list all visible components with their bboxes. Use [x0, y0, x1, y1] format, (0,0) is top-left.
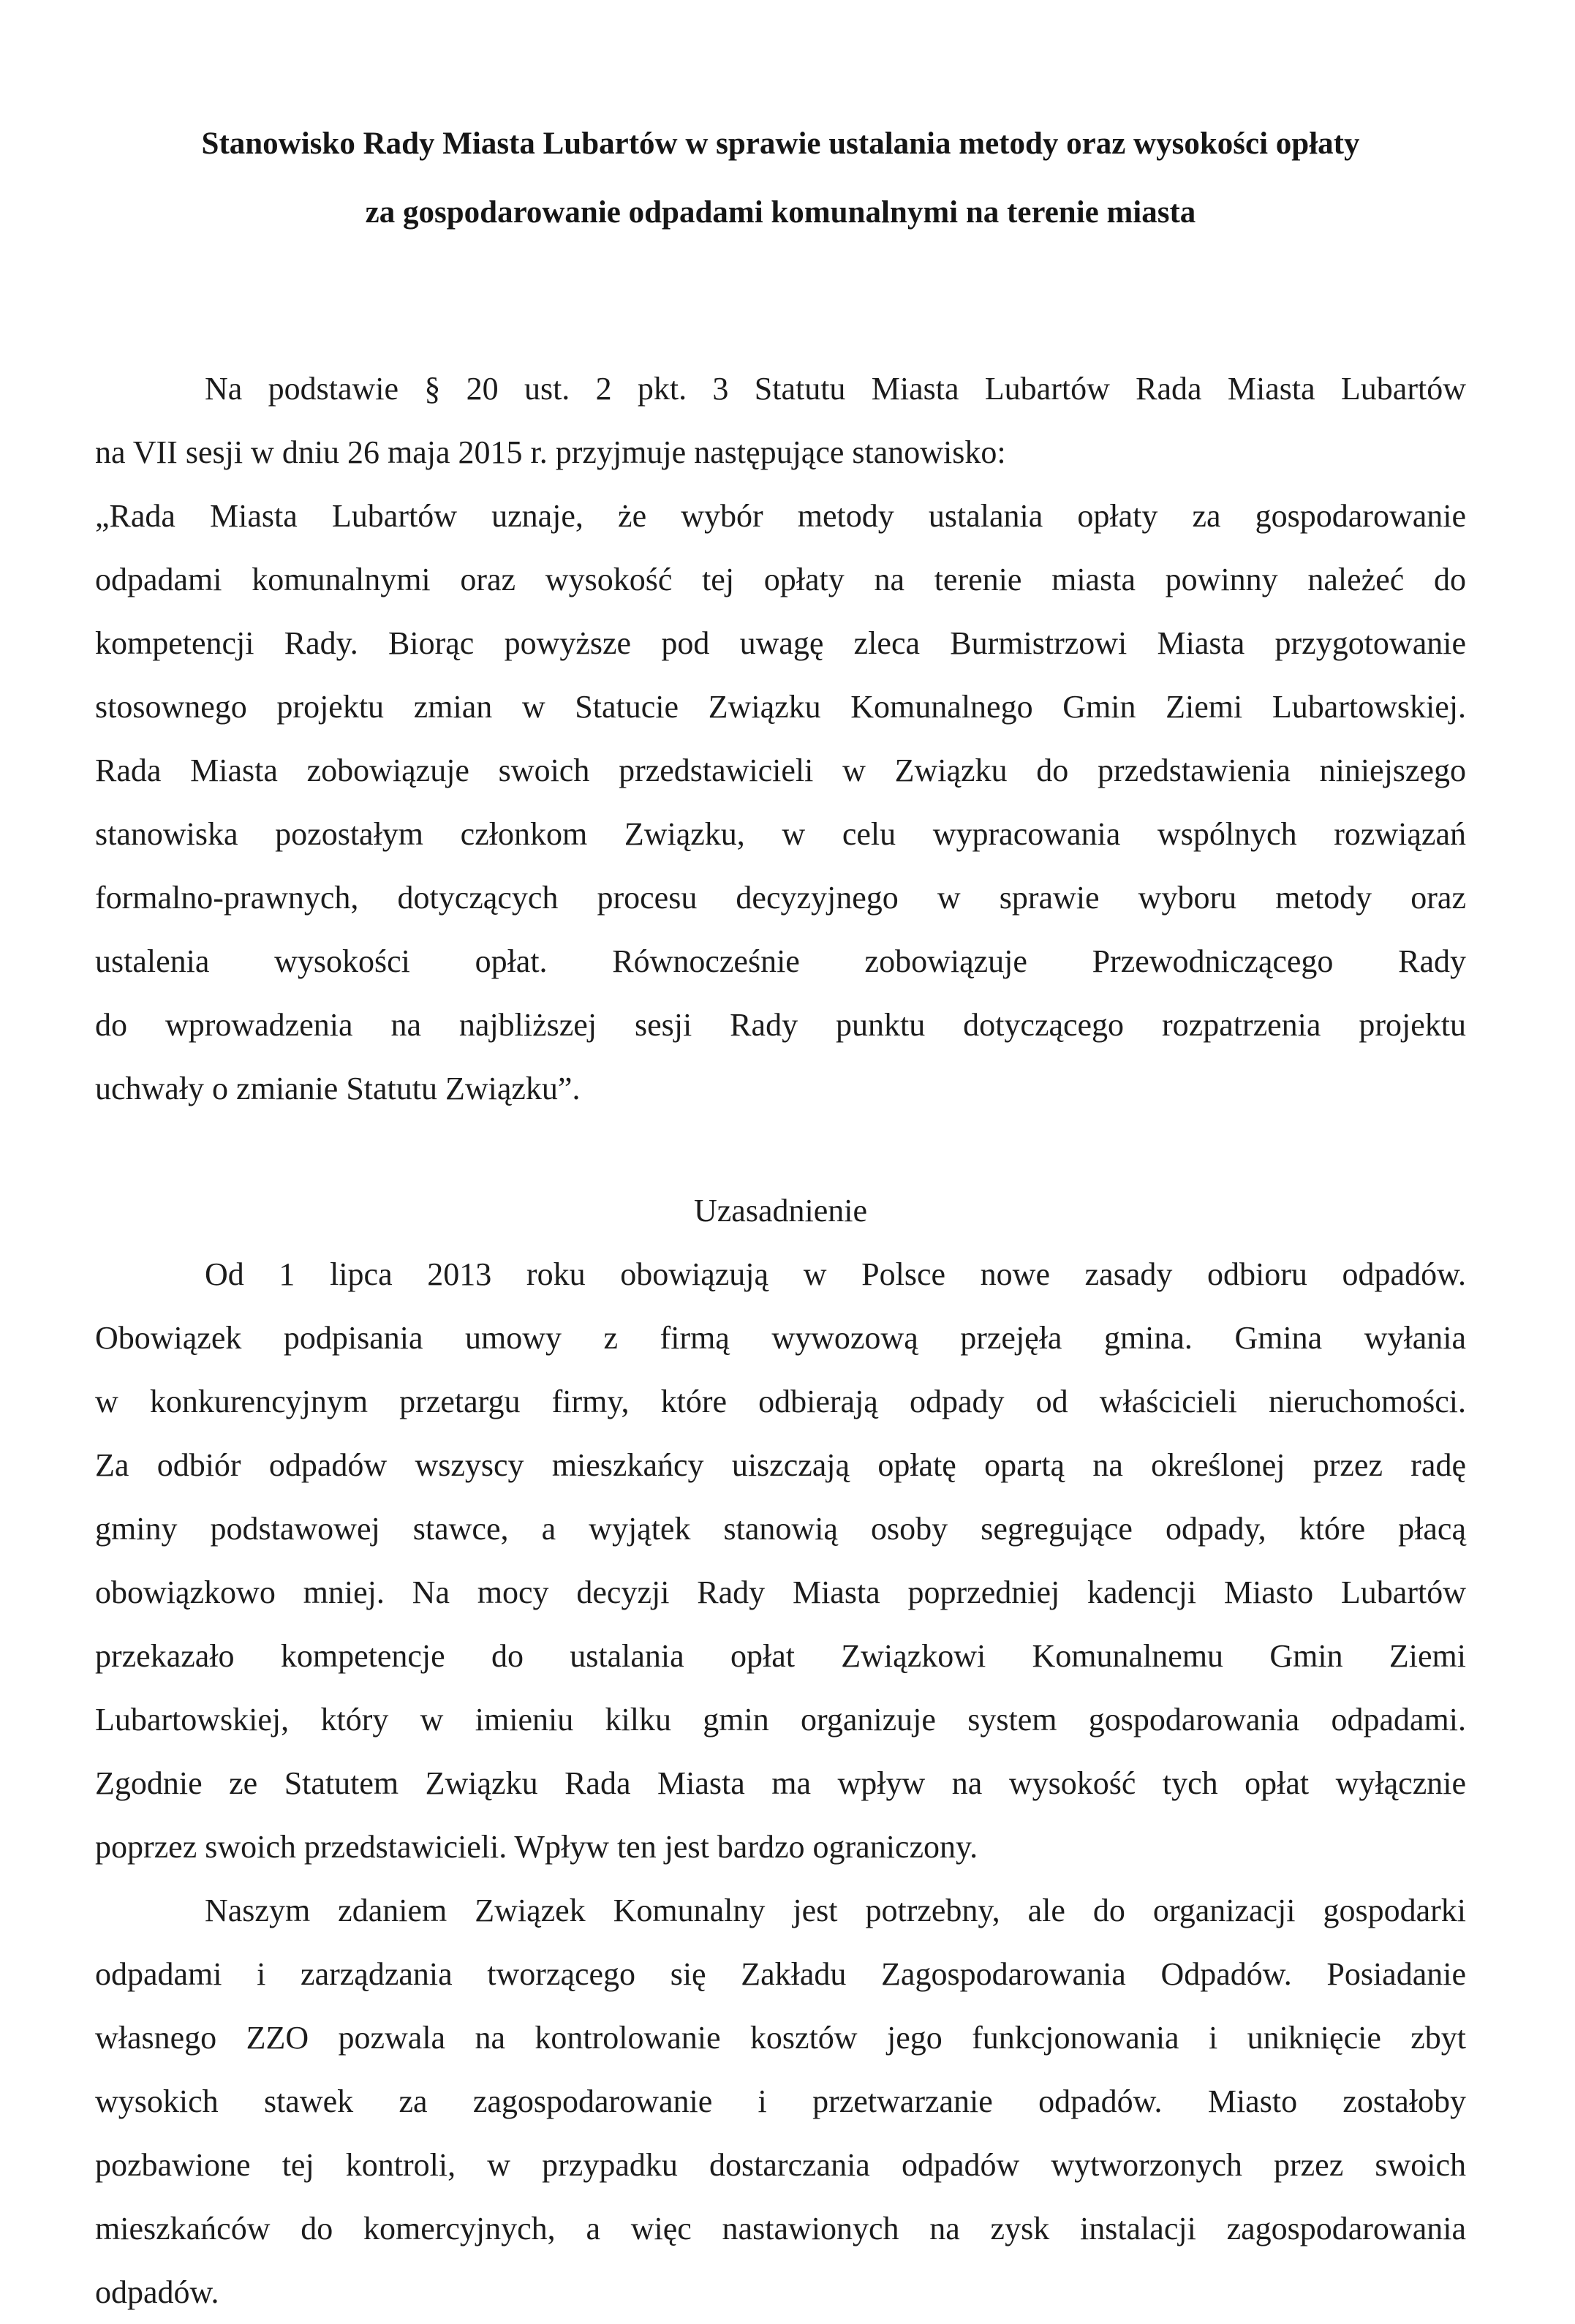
- justification-line: odpadami i zarządzania tworzącego się Zakładu Zagospodarowania Odpadów. Posiadanie: [95, 1956, 1466, 1992]
- justification-line: pozbawione tej kontroli, w przypadku dostarczania odpadów wytworzonych przez swoich: [95, 2147, 1466, 2183]
- justification-line: wysokich stawek za zagospodarowanie i przetwarzanie odpadów. Miasto zostałoby: [95, 2083, 1466, 2119]
- justification-line: obowiązkowo mniej. Na mocy decyzji Rady Miasta poprzedniej kadencji Miasto Lubartów: [95, 1574, 1466, 1610]
- resolution-line: formalno-prawnych, dotyczących procesu decyzyjnego w sprawie wyboru metody oraz: [95, 880, 1466, 916]
- justification-line: Za odbiór odpadów wszyscy mieszkańcy uiszczają opłatę opartą na określonej przez radę: [95, 1447, 1466, 1483]
- justification-line: własnego ZZO pozwala na kontrolowanie kosztów jego funkcjonowania i uniknięcie zbyt: [95, 2020, 1466, 2056]
- title-line-2: za gospodarowanie odpadami komunalnymi na terenie miasta: [365, 195, 1196, 230]
- document-title: [95, 110, 1466, 247]
- justification-line: Zgodnie ze Statutem Związku Rada Miasta ma wpływ na wysokość tych opłat wyłącznie: [95, 1765, 1466, 1801]
- resolution-line: Rada Miasta zobowiązuje swoich przedstawicieli w Związku do przedstawienia niniejszego: [95, 752, 1466, 788]
- justification-line: Naszym zdaniem Związek Komunalny jest potrzebny, ale do organizacji gospodarki: [205, 1893, 1466, 1928]
- resolution-line: do wprowadzenia na najbliższej sesji Rady punktu dotyczącego rozpatrzenia projektu: [95, 1007, 1466, 1043]
- resolution-line: ustalenia wysokości opłat. Równocześnie zobowiązuje Przewodniczącego Rady: [95, 943, 1466, 979]
- resolution-paragraph: [95, 357, 1466, 1120]
- resolution-line: Na podstawie § 20 ust. 2 pkt. 3 Statutu Miasta Lubartów Rada Miasta Lubartów: [205, 371, 1466, 407]
- justification-line: Lubartowskiej, który w imieniu kilku gmin organizuje system gospodarowania odpadami.: [95, 1702, 1466, 1738]
- justification-line: przekazało kompetencje do ustalania opłat Związkowi Komunalnemu Gmin Ziemi: [95, 1638, 1466, 1674]
- spacer: [95, 247, 1466, 357]
- spacer: [95, 1120, 1466, 1179]
- resolution-line: na VII sesji w dniu 26 maja 2015 r. przyjmuje następujące stanowisko:: [95, 434, 1006, 470]
- justification-line: odpadów.: [95, 2274, 219, 2310]
- justification-line: poprzez swoich przedstawicieli. Wpływ ten jest bardzo ograniczony.: [95, 1829, 978, 1865]
- justification-line: Obowiązek podpisania umowy z firmą wywozową przejęła gmina. Gmina wyłania: [95, 1320, 1466, 1356]
- resolution-line: odpadami komunalnymi oraz wysokość tej opłaty na terenie miasta powinny należeć do: [95, 562, 1466, 597]
- resolution-line: kompetencji Rady. Biorąc powyższe pod uwagę zleca Burmistrzowi Miasta przygotowanie: [95, 625, 1466, 661]
- resolution-line: uchwały o zmianie Statutu Związku”.: [95, 1071, 581, 1106]
- justification-paragraph-1: [95, 1242, 1466, 1879]
- justification-line: w konkurencyjnym przetargu firmy, które odbierają odpady od właścicieli nieruchomości.: [95, 1384, 1466, 1419]
- resolution-line: stosownego projektu zmian w Statucie Związku Komunalnego Gmin Ziemi Lubartowskiej.: [95, 689, 1466, 725]
- justification-line: gminy podstawowej stawce, a wyjątek stanowią osoby segregujące odpady, które płacą: [95, 1511, 1466, 1547]
- justification-line: mieszkańców do komercyjnych, a więc nastawionych na zysk instalacji zagospodarowania: [95, 2211, 1466, 2246]
- document-body: [95, 110, 1466, 2324]
- justification-paragraph-2: [95, 1879, 1466, 2324]
- section-heading: Uzasadnienie: [694, 1193, 867, 1229]
- justification-line: Od 1 lipca 2013 roku obowiązują w Polsce nowe zasady odbioru odpadów.: [205, 1256, 1466, 1292]
- resolution-line: stanowiska pozostałym członkom Związku, w celu wypracowania wspólnych rozwiązań: [95, 816, 1466, 852]
- resolution-line: „Rada Miasta Lubartów uznaje, że wybór metody ustalania opłaty za gospodarowanie: [95, 498, 1466, 534]
- title-line-1: Stanowisko Rady Miasta Lubartów w sprawie ustalania metody oraz wysokości opłaty: [201, 127, 1360, 161]
